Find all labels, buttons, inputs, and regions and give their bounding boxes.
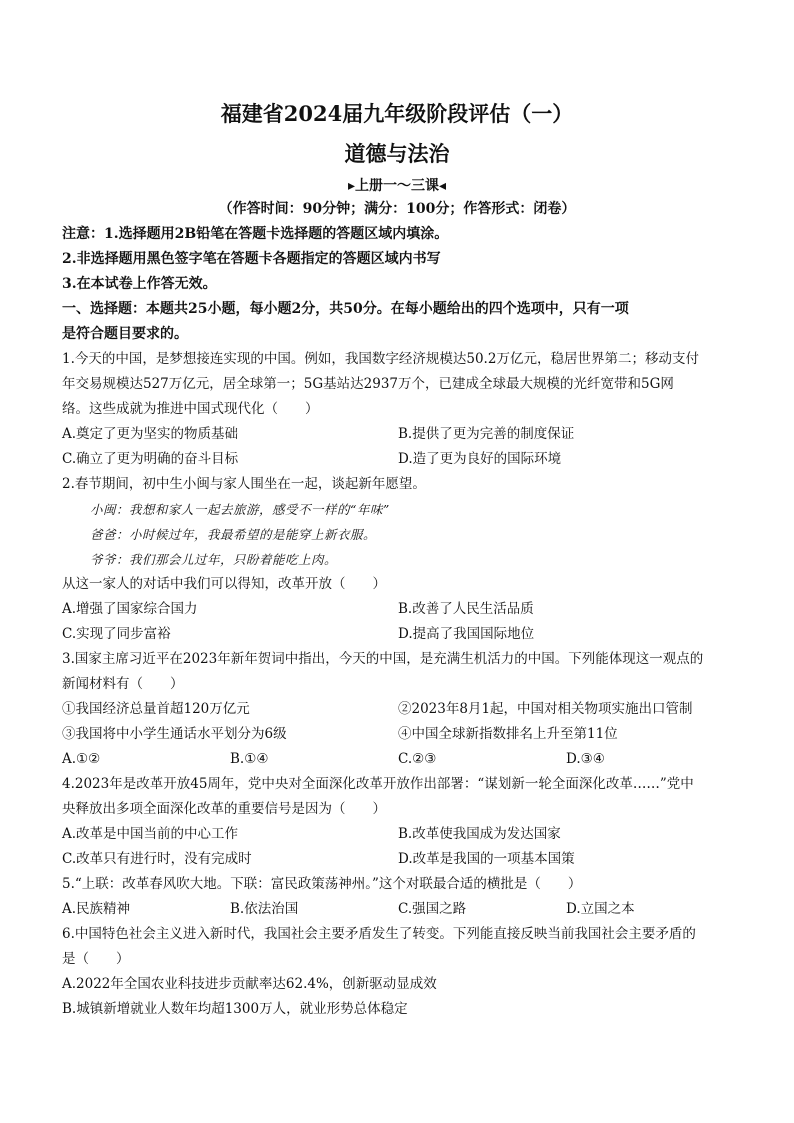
exam-info: （作答时间：90分钟；满分：100分；作答形式：闭卷）: [218, 201, 576, 217]
question-4: [62, 772, 734, 872]
dialog-line: 爸爸：小时候过年，我最希望的是能穿上新衣服。: [90, 527, 377, 542]
option-c: C.②③: [398, 751, 437, 767]
option-b: B.①④: [230, 751, 269, 767]
option-b: B.改善了人民生活品质: [398, 601, 534, 617]
option-d: D.③④: [566, 751, 605, 767]
option-c: C.实现了同步富裕: [62, 626, 171, 642]
option-a: A.2022年全国农业科技进步贡献率达62.4%，创新驱动显成效: [62, 976, 437, 992]
question-3: [62, 647, 734, 772]
exam-title: 福建省2024届九年级阶段评估（一）: [220, 101, 574, 126]
question-stem: 5.“上联：改革春风吹大地。下联：富民政策荡神州。”这个对联最合适的横批是（ ）: [62, 876, 582, 892]
option-a: A.民族精神: [62, 901, 131, 917]
question-1: [62, 347, 734, 472]
exam-content: [62, 222, 734, 1022]
option-a: A.增强了国家综合国力: [62, 601, 198, 617]
option-c: C.改革只有进行时，没有完成时: [62, 851, 252, 867]
dialog-line: 小闽：我想和家人一起去旅游，感受不一样的“年味”: [90, 502, 390, 517]
question-5: [62, 872, 734, 922]
section-heading-cont: 是符合题目要求的。: [62, 326, 188, 342]
question-6: [62, 922, 734, 1022]
dialog-line: 爷爷：我们那会儿过年，只盼着能吃上肉。: [90, 552, 338, 567]
option-d: D.立国之本: [566, 901, 635, 917]
option-a: A.①②: [62, 751, 101, 767]
note-1: 注意：1.选择题用2B铅笔在答题卡选择题的答题区域内填涂。: [62, 226, 449, 242]
question-stem: 4.2023年是改革开放45周年，党中央对全面深化改革开放作出部署：“谋划新一轮全面深化改革……”党中: [62, 776, 694, 792]
question-stem: 3.国家主席习近平在2023年新年贺词中指出，今天的中国，是充满生机活力的中国。下列能体现这一观点的: [62, 651, 704, 667]
scope-label: ▸上册一～三课◂: [347, 178, 447, 194]
option-d: D.造了更为良好的国际环境: [398, 451, 562, 467]
statement-4: ④中国全球新指数排名上升至第11位: [398, 726, 618, 742]
note-2: 2.非选择题用黑色签字笔在答题卡各题指定的答题区域内书写: [62, 251, 441, 267]
question-stem: 1.今天的中国，是梦想接连实现的中国。例如，我国数字经济规模达50.2万亿元，稳居世界第二；移动支付: [62, 351, 699, 367]
question-stem: 6.中国特色社会主义进入新时代，我国社会主要矛盾发生了转变。下列能直接反映当前我国社会主要矛盾的: [62, 926, 696, 942]
question-stem: 络。这些成就为推进中国式现代化（ ）: [62, 401, 319, 417]
question-stem: 是（ ）: [62, 951, 130, 967]
option-d: D.改革是我国的一项基本国策: [398, 851, 575, 867]
question-stem: 新闻材料有（ ）: [62, 676, 184, 692]
statement-2: ②2023年8月1起，中国对相关物项实施出口管制: [398, 701, 693, 717]
question-stem: 2.春节期间，初中生小闽与家人围坐在一起，谈起新年愿望。: [62, 476, 426, 492]
question-stem: 年交易规模达527万亿元，居全球第一；5G基站达2937万个，已建成全球最大规模的光纤宽带和5G网: [62, 376, 674, 392]
question-stem: 从这一家人的对话中我们可以得知，改革开放（ ）: [62, 576, 386, 592]
option-b: B.提供了更为完善的制度保证: [398, 426, 575, 442]
option-b: B.改革使我国成为发达国家: [398, 826, 561, 842]
question-stem: 央释放出多项全面深化改革的重要信号是因为（ ）: [62, 801, 386, 817]
subject-title: 道德与法治: [344, 141, 450, 166]
option-a: A.改革是中国当前的中心工作: [62, 826, 239, 842]
option-a: A.奠定了更为坚实的物质基础: [62, 426, 239, 442]
option-b: B.城镇新增就业人数年均超1300万人，就业形势总体稳定: [62, 1001, 408, 1017]
option-b: B.依法治国: [230, 901, 299, 917]
option-d: D.提高了我国国际地位: [398, 626, 535, 642]
statement-3: ③我国将中小学生通话水平划分为6级: [62, 726, 287, 742]
section-heading: 一、选择题：本题共25小题，每小题2分，共50分。在每小题给出的四个选项中，只有一项: [62, 301, 629, 317]
option-c: C.强国之路: [398, 901, 467, 917]
note-3: 3.在本试卷上作答无效。: [62, 276, 217, 292]
option-c: C.确立了更为明确的奋斗目标: [62, 451, 239, 467]
question-2: [62, 472, 734, 647]
statement-1: ①我国经济总量首超120万亿元: [62, 701, 250, 717]
